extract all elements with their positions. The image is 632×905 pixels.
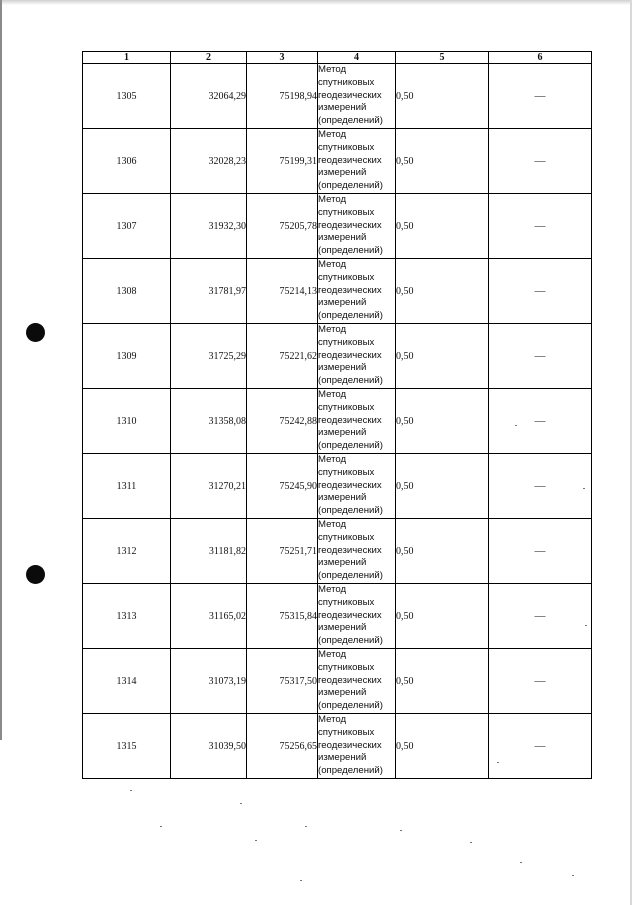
table-row: [83, 584, 592, 649]
method-text: спутниковых: [318, 726, 375, 738]
accuracy-value: 0,50: [396, 519, 489, 584]
method-text: (определений): [318, 765, 383, 777]
column-header: 1: [83, 52, 171, 64]
method-text: Метод: [318, 64, 347, 75]
method-cell: [318, 64, 396, 129]
note-dash: —: [489, 324, 592, 389]
method-text: геодезических: [318, 349, 382, 361]
scan-speck: [255, 840, 257, 841]
coordinate-y: 75317,50: [247, 649, 318, 714]
coordinate-x: 31781,97: [171, 259, 247, 324]
method-text: измерений: [318, 167, 367, 179]
coordinate-y: 75199,31: [247, 129, 318, 194]
method-cell: [318, 259, 396, 324]
coordinate-y: 75245,90: [247, 454, 318, 519]
method-text: спутниковых: [318, 596, 375, 608]
accuracy-value: 0,50: [396, 64, 489, 129]
coordinate-x: 31725,29: [171, 324, 247, 389]
method-text: измерений: [318, 752, 367, 764]
method-text: Метод: [318, 714, 347, 725]
table-body: [83, 64, 592, 779]
coordinate-y: 75221,62: [247, 324, 318, 389]
method-text: спутниковых: [318, 206, 375, 218]
coordinates-table: [82, 51, 592, 779]
method-text: геодезических: [318, 544, 382, 556]
table-row: [83, 324, 592, 389]
table-row: [83, 519, 592, 584]
method-cell: [318, 324, 396, 389]
method-text: Метод: [318, 584, 347, 595]
scan-speck: [520, 862, 522, 863]
note-dash: —: [489, 64, 592, 129]
method-text: измерений: [318, 362, 367, 374]
point-number: 1310: [83, 389, 171, 454]
table-row: [83, 454, 592, 519]
coordinate-y: 75251,71: [247, 519, 318, 584]
scan-speck: [497, 762, 499, 763]
method-text: спутниковых: [318, 661, 375, 673]
scan-speck: [583, 488, 585, 489]
scan-speck: [585, 625, 587, 626]
method-text: геодезических: [318, 609, 382, 621]
method-text: геодезических: [318, 219, 382, 231]
method-text: Метод: [318, 194, 347, 205]
method-text: спутниковых: [318, 336, 375, 348]
method-text: (определений): [318, 440, 383, 452]
accuracy-value: 0,50: [396, 129, 489, 194]
coordinate-x: 31165,02: [171, 584, 247, 649]
accuracy-value: 0,50: [396, 454, 489, 519]
method-text: Метод: [318, 324, 347, 335]
method-text: измерений: [318, 102, 367, 114]
note-dash: —: [489, 129, 592, 194]
method-text: измерений: [318, 622, 367, 634]
column-header: 2: [171, 52, 247, 64]
point-number: 1307: [83, 194, 171, 259]
method-text: (определений): [318, 570, 383, 582]
method-text: геодезических: [318, 414, 382, 426]
method-text: измерений: [318, 687, 367, 699]
method-text: измерений: [318, 232, 367, 244]
scan-left-edge: [0, 0, 2, 740]
method-text: спутниковых: [318, 531, 375, 543]
method-text: геодезических: [318, 739, 382, 751]
method-text: Метод: [318, 454, 347, 465]
method-text: спутниковых: [318, 141, 375, 153]
note-dash: —: [489, 259, 592, 324]
coordinate-x: 31358,08: [171, 389, 247, 454]
coordinate-x: 31039,50: [171, 714, 247, 779]
scan-speck: [130, 790, 132, 791]
method-cell: [318, 714, 396, 779]
method-text: геодезических: [318, 479, 382, 491]
method-text: Метод: [318, 389, 347, 400]
method-text: Метод: [318, 129, 347, 140]
point-number: 1306: [83, 129, 171, 194]
accuracy-value: 0,50: [396, 714, 489, 779]
method-text: (определений): [318, 115, 383, 127]
point-number: 1311: [83, 454, 171, 519]
coordinate-y: 75242,88: [247, 389, 318, 454]
note-dash: —: [489, 454, 592, 519]
accuracy-value: 0,50: [396, 259, 489, 324]
column-header: 4: [318, 52, 396, 64]
accuracy-value: 0,50: [396, 194, 489, 259]
scan-speck: [160, 826, 162, 827]
accuracy-value: 0,50: [396, 324, 489, 389]
method-text: спутниковых: [318, 466, 375, 478]
column-header: 3: [247, 52, 318, 64]
coordinate-y: 75315,84: [247, 584, 318, 649]
coordinate-y: 75198,94: [247, 64, 318, 129]
point-number: 1315: [83, 714, 171, 779]
scan-speck: [515, 425, 517, 426]
coordinate-x: 31270,21: [171, 454, 247, 519]
method-text: измерений: [318, 492, 367, 504]
coordinate-x: 31073,19: [171, 649, 247, 714]
point-number: 1312: [83, 519, 171, 584]
method-cell: [318, 519, 396, 584]
method-text: геодезических: [318, 674, 382, 686]
method-text: измерений: [318, 557, 367, 569]
method-text: (определений): [318, 310, 383, 322]
method-text: (определений): [318, 245, 383, 257]
table-row: [83, 129, 592, 194]
method-text: Метод: [318, 259, 347, 270]
column-header: 5: [396, 52, 489, 64]
scan-speck: [470, 842, 472, 843]
coordinate-y: 75205,78: [247, 194, 318, 259]
punch-hole-lower: [26, 565, 45, 584]
accuracy-value: 0,50: [396, 649, 489, 714]
method-cell: [318, 194, 396, 259]
method-text: измерений: [318, 297, 367, 309]
method-cell: [318, 129, 396, 194]
coordinate-x: 32064,29: [171, 64, 247, 129]
method-text: спутниковых: [318, 271, 375, 283]
table-header-row: [83, 52, 592, 64]
point-number: 1308: [83, 259, 171, 324]
method-text: измерений: [318, 427, 367, 439]
scan-speck: [572, 875, 574, 876]
column-header: 6: [489, 52, 592, 64]
method-cell: [318, 454, 396, 519]
punch-hole-upper: [26, 323, 45, 342]
table-row: [83, 714, 592, 779]
note-dash: —: [489, 649, 592, 714]
coordinate-x: 32028,23: [171, 129, 247, 194]
note-dash: —: [489, 584, 592, 649]
coordinate-y: 75256,65: [247, 714, 318, 779]
method-text: Метод: [318, 649, 347, 660]
method-text: спутниковых: [318, 76, 375, 88]
coordinate-y: 75214,13: [247, 259, 318, 324]
table-row: [83, 194, 592, 259]
method-text: геодезических: [318, 89, 382, 101]
accuracy-value: 0,50: [396, 389, 489, 454]
scan-top-edge: [0, 0, 632, 5]
point-number: 1313: [83, 584, 171, 649]
method-text: Метод: [318, 519, 347, 530]
method-text: спутниковых: [318, 401, 375, 413]
scan-speck: [300, 880, 302, 881]
point-number: 1305: [83, 64, 171, 129]
method-text: (определений): [318, 635, 383, 647]
method-text: (определений): [318, 180, 383, 192]
coordinate-x: 31181,82: [171, 519, 247, 584]
method-cell: [318, 584, 396, 649]
method-text: (определений): [318, 375, 383, 387]
table-row: [83, 259, 592, 324]
note-dash: —: [489, 194, 592, 259]
method-text: (определений): [318, 505, 383, 517]
method-text: геодезических: [318, 284, 382, 296]
note-dash: —: [489, 714, 592, 779]
table-row: [83, 389, 592, 454]
coordinate-x: 31932,30: [171, 194, 247, 259]
scan-speck: [305, 826, 307, 827]
point-number: 1314: [83, 649, 171, 714]
scan-speck: [240, 803, 242, 804]
method-text: геодезических: [318, 154, 382, 166]
table-row: [83, 64, 592, 129]
note-dash: —: [489, 389, 592, 454]
method-text: (определений): [318, 700, 383, 712]
note-dash: —: [489, 519, 592, 584]
accuracy-value: 0,50: [396, 584, 489, 649]
method-cell: [318, 389, 396, 454]
point-number: 1309: [83, 324, 171, 389]
scan-speck: [400, 830, 402, 831]
method-cell: [318, 649, 396, 714]
table-row: [83, 649, 592, 714]
